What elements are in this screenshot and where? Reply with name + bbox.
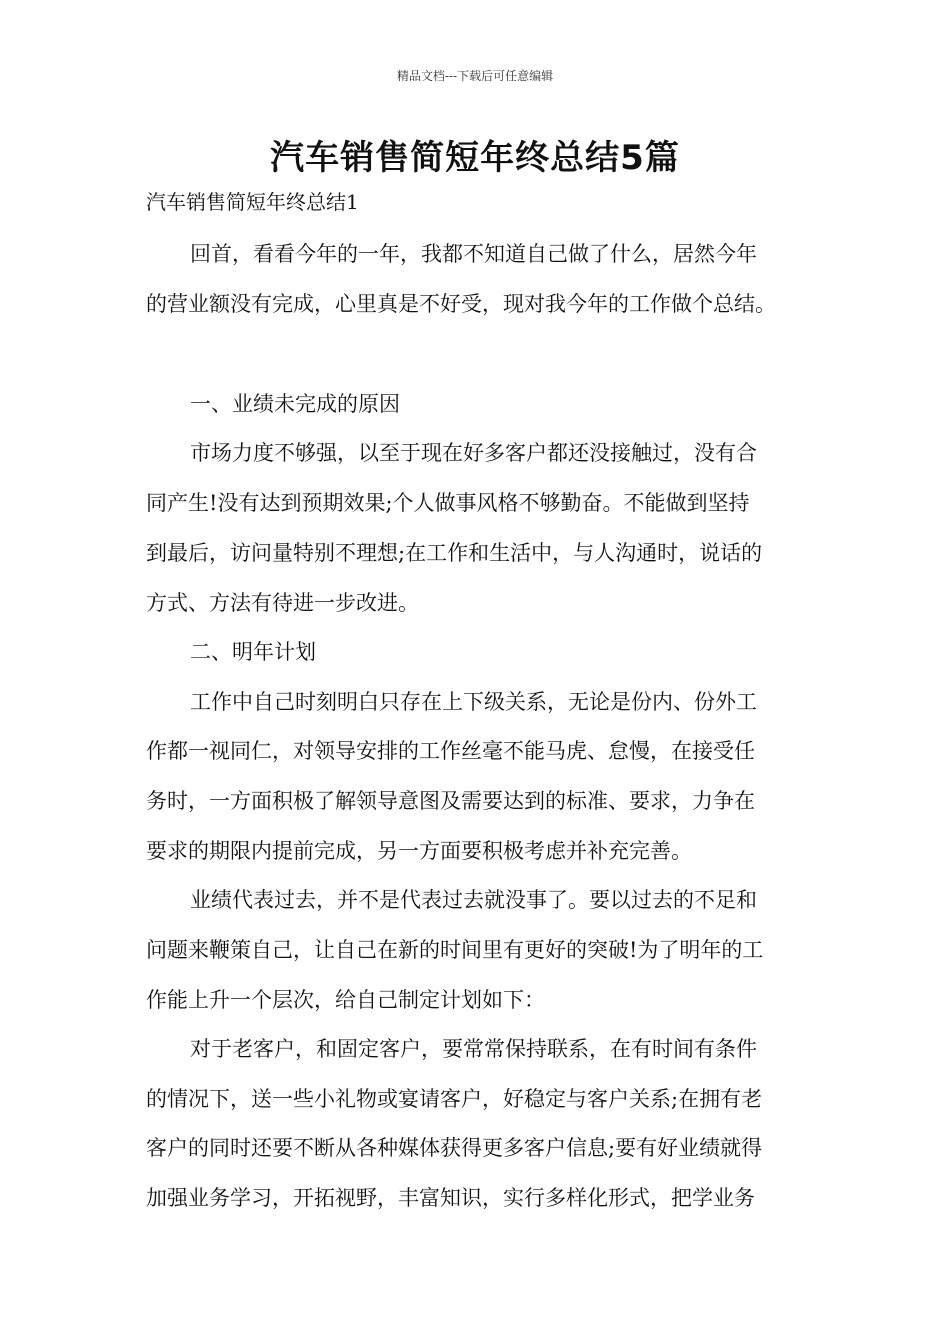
paragraph-line: 的营业额没有完成，心里真是不好受，现对我今年的工作做个总结。 (146, 292, 776, 316)
paragraph-line: 工作中自己时刻明白只存在上下级关系，无论是份内、份外工 (190, 690, 757, 714)
section-subtitle: 汽车销售简短年终总结1 (146, 190, 359, 214)
paragraph-line: 客户的同时还要不断从各种媒体获得更多客户信息;要有好业绩就得 (146, 1136, 763, 1160)
paragraph-line: 务时，一方面积极了解领导意图及需要达到的标准、要求，力争在 (146, 789, 755, 813)
paragraph-line: 加强业务学习，开拓视野，丰富知识，实行多样化形式，把学业务 (146, 1186, 755, 1210)
paragraph-line: 问题来鞭策自己，让自己在新的时间里有更好的突破!为了明年的工 (146, 938, 764, 962)
paragraph-line: 要求的期限内提前完成，另一方面要积极考虑并补充完善。 (146, 839, 692, 863)
paragraph-line: 同产生!没有达到预期效果;个人做事风格不够勤奋。不能做到坚持 (146, 491, 750, 515)
paragraph-line: 对于老客户，和固定客户，要常常保持联系，在有时间有条件 (190, 1037, 757, 1061)
section-heading: 二、明年计划 (190, 640, 316, 664)
page-header: 精品文档---下载后可任意编辑 (396, 69, 554, 83)
paragraph-line: 回首，看看今年的一年，我都不知道自己做了什么，居然今年 (190, 242, 757, 266)
document-title: 汽车销售简短年终总结5篇 (270, 138, 680, 178)
paragraph-line: 作能上升一个层次，给自己制定计划如下： (146, 988, 545, 1012)
paragraph-line: 作都一视同仁，对领导安排的工作丝毫不能马虎、怠慢，在接受任 (146, 739, 755, 763)
paragraph-line: 到最后，访问量特别不理想;在工作和生活中，与人沟通时，说话的 (146, 541, 763, 565)
paragraph-line: 方式、方法有待进一步改进。 (146, 591, 419, 615)
section-heading: 一、业绩未完成的原因 (190, 392, 400, 416)
paragraph-line: 业绩代表过去，并不是代表过去就没事了。要以过去的不足和 (190, 888, 757, 912)
paragraph-line: 的情况下，送一些小礼物或宴请客户，好稳定与客户关系;在拥有老 (146, 1087, 763, 1111)
paragraph-line: 市场力度不够强，以至于现在好多客户都还没接触过，没有合 (190, 441, 757, 465)
